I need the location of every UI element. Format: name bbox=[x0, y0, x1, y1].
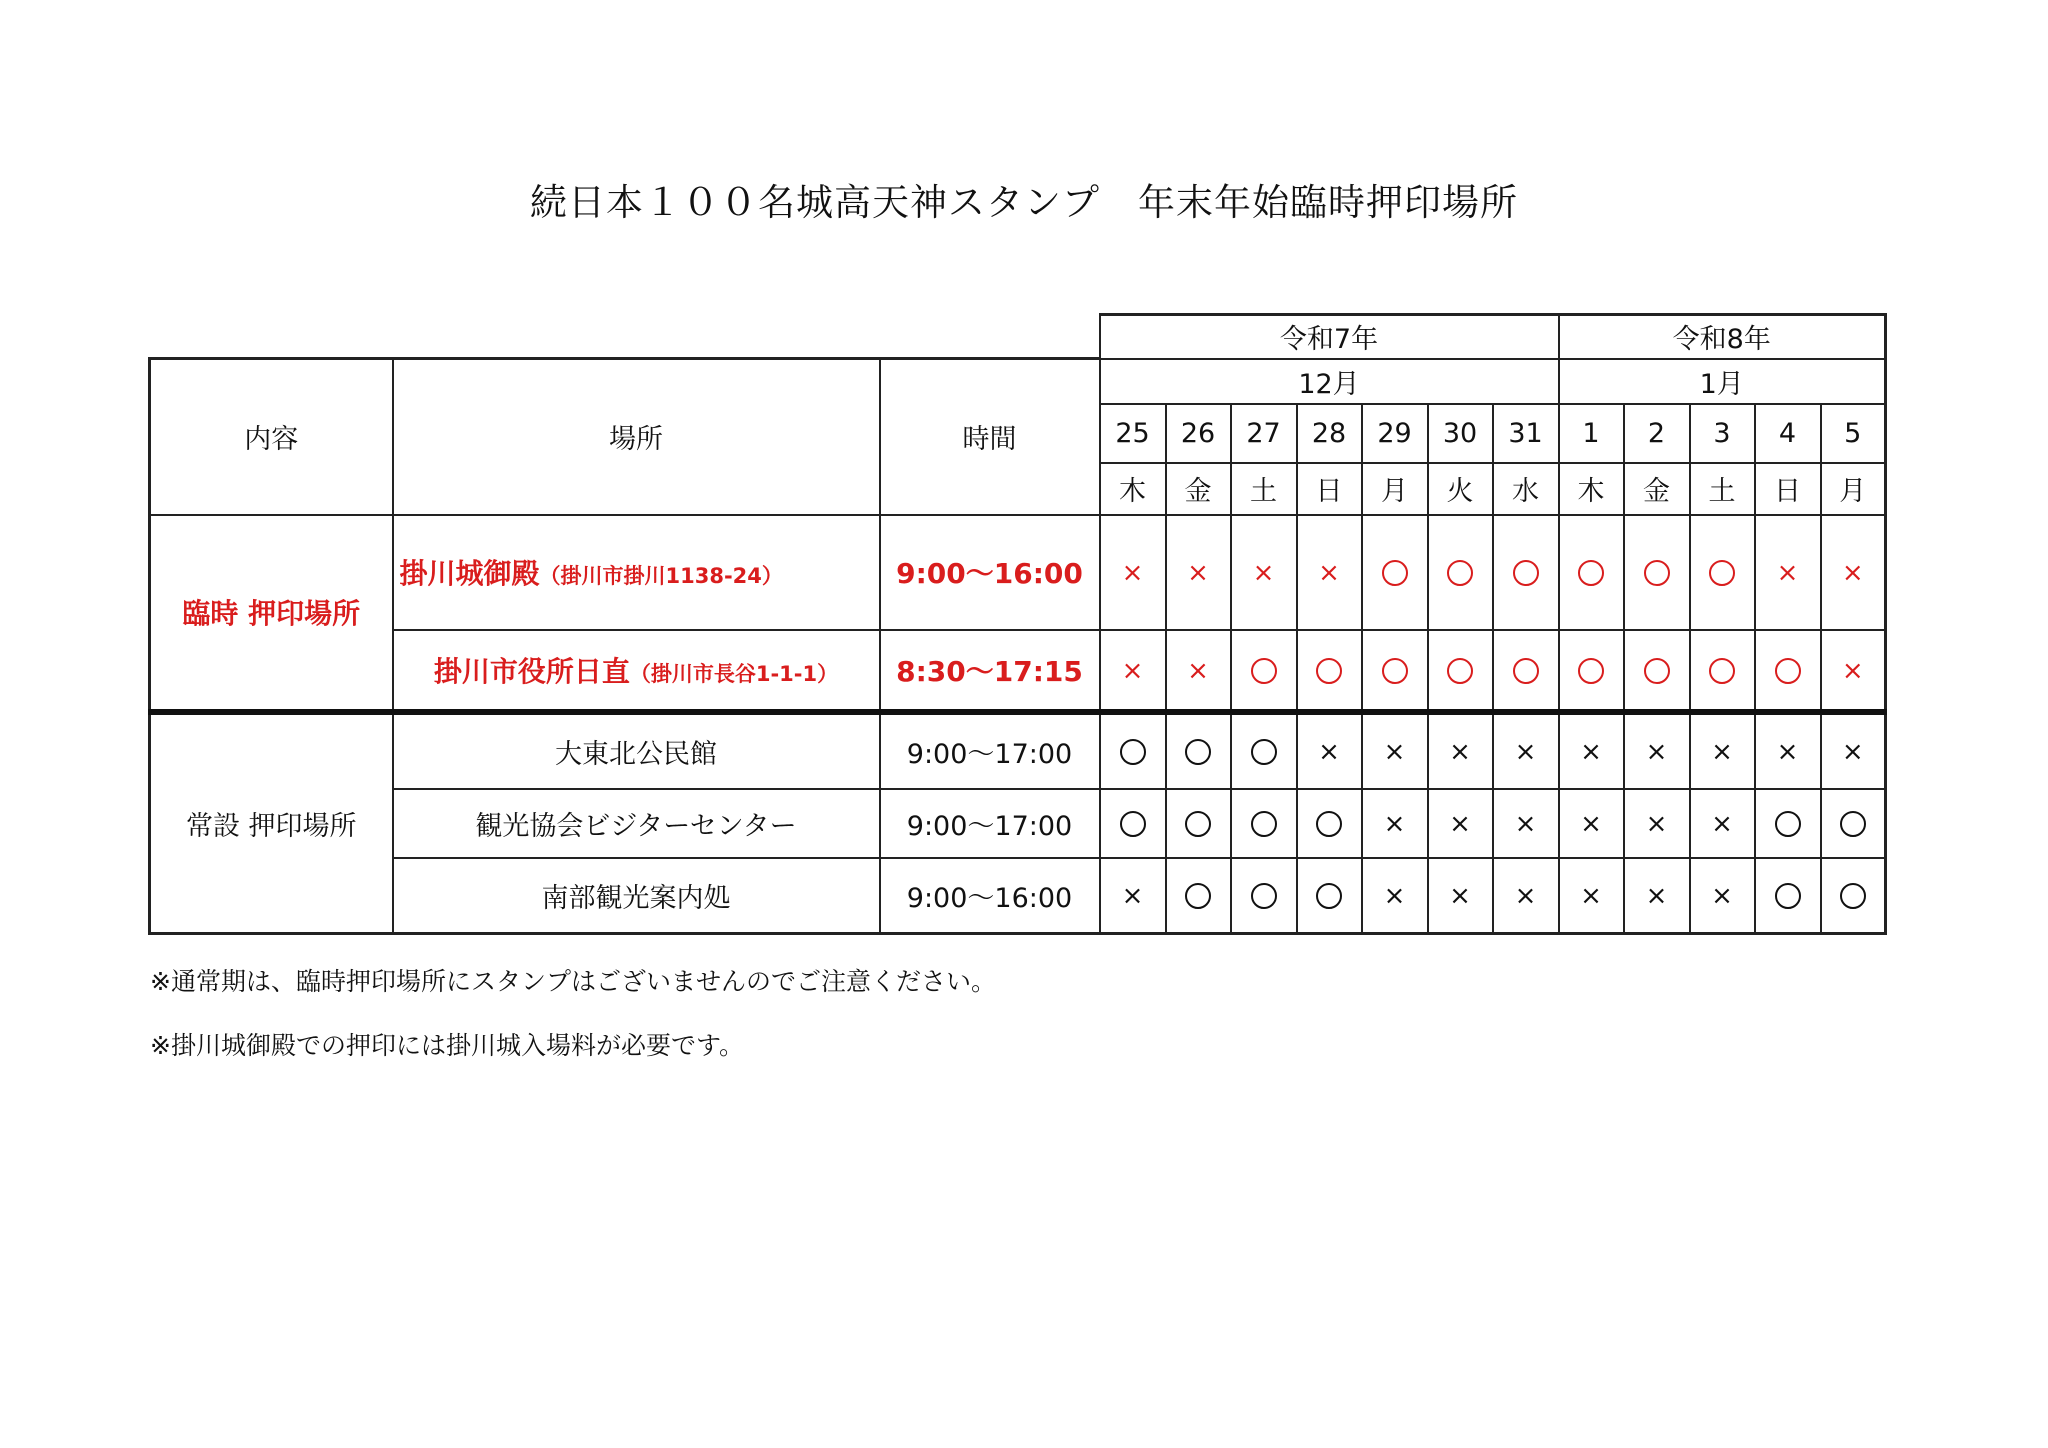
cross-icon: × bbox=[1711, 737, 1733, 767]
circle-icon bbox=[1578, 560, 1604, 586]
table-row bbox=[150, 789, 1886, 858]
day-cell: 1 bbox=[1559, 404, 1624, 463]
day-cell: 29 bbox=[1362, 404, 1428, 463]
availability-cell bbox=[1231, 515, 1297, 630]
weekday-cell: 木 bbox=[1559, 463, 1624, 515]
circle-icon bbox=[1709, 560, 1735, 586]
day-cell: 31 bbox=[1493, 404, 1559, 463]
circle-icon bbox=[1513, 658, 1539, 684]
cross-icon: × bbox=[1449, 881, 1471, 912]
availability-cell bbox=[1362, 712, 1428, 789]
time-cell: 9:00～16:00 bbox=[880, 858, 1100, 934]
circle-icon bbox=[1775, 883, 1801, 909]
circle-icon bbox=[1709, 658, 1735, 684]
availability-cell bbox=[1755, 789, 1821, 858]
availability-cell bbox=[1231, 789, 1297, 858]
circle-icon bbox=[1316, 883, 1342, 909]
availability-cell bbox=[1166, 789, 1231, 858]
availability-cell bbox=[1755, 630, 1821, 712]
year-header-r7: 令和7年 bbox=[1100, 315, 1559, 359]
circle-icon bbox=[1185, 739, 1211, 765]
availability-cell bbox=[1362, 630, 1428, 712]
availability-cell bbox=[1690, 712, 1755, 789]
availability-cell bbox=[1755, 515, 1821, 630]
weekday-cell: 木 bbox=[1100, 463, 1166, 515]
availability-cell bbox=[1166, 515, 1231, 630]
availability-cell bbox=[1624, 789, 1690, 858]
weekday-cell: 日 bbox=[1297, 463, 1362, 515]
availability-cell bbox=[1493, 712, 1559, 789]
availability-cell bbox=[1297, 630, 1362, 712]
place-address: （掛川市長谷1-1-1） bbox=[629, 661, 839, 686]
availability-cell bbox=[1428, 789, 1493, 858]
availability-cell bbox=[1624, 630, 1690, 712]
availability-cell bbox=[1821, 712, 1886, 789]
weekday-cell: 水 bbox=[1493, 463, 1559, 515]
circle-icon bbox=[1447, 560, 1473, 586]
circle-icon bbox=[1382, 560, 1408, 586]
place-cell: 南部観光案内処 bbox=[393, 858, 880, 934]
header-blank bbox=[150, 315, 1100, 359]
weekday-cell: 金 bbox=[1624, 463, 1690, 515]
table-row bbox=[150, 712, 1886, 789]
availability-cell bbox=[1755, 858, 1821, 934]
availability-cell bbox=[1297, 858, 1362, 934]
circle-icon bbox=[1840, 883, 1866, 909]
cross-icon: × bbox=[1318, 558, 1340, 588]
cross-icon: × bbox=[1776, 737, 1799, 767]
circle-icon bbox=[1840, 811, 1866, 837]
availability-cell bbox=[1624, 712, 1690, 789]
circle-icon bbox=[1251, 883, 1277, 909]
cross-icon: × bbox=[1645, 881, 1668, 912]
day-cell: 26 bbox=[1166, 404, 1231, 463]
header-time: 時間 bbox=[880, 359, 1100, 515]
cross-icon: × bbox=[1514, 809, 1537, 839]
cross-icon: × bbox=[1711, 809, 1733, 839]
availability-cell bbox=[1690, 789, 1755, 858]
year-header-row bbox=[150, 315, 1886, 359]
month-header-jan: 1月 bbox=[1559, 359, 1886, 404]
availability-cell bbox=[1100, 789, 1166, 858]
cross-icon: × bbox=[1711, 881, 1733, 912]
availability-cell bbox=[1821, 858, 1886, 934]
cross-icon: × bbox=[1383, 881, 1406, 912]
place-address: （掛川市掛川1138-24） bbox=[539, 564, 783, 588]
circle-icon bbox=[1578, 658, 1604, 684]
group-label: 臨時 押印場所 bbox=[150, 515, 393, 712]
day-cell: 4 bbox=[1755, 404, 1821, 463]
weekday-cell: 火 bbox=[1428, 463, 1493, 515]
availability-cell bbox=[1231, 858, 1297, 934]
weekday-cell: 日 bbox=[1755, 463, 1821, 515]
time-cell: 8:30～17:15 bbox=[880, 630, 1100, 712]
cross-icon: × bbox=[1449, 737, 1471, 767]
time-cell: 9:00～17:00 bbox=[880, 789, 1100, 858]
day-cell: 30 bbox=[1428, 404, 1493, 463]
availability-cell bbox=[1362, 858, 1428, 934]
availability-cell bbox=[1231, 630, 1297, 712]
availability-cell bbox=[1493, 630, 1559, 712]
circle-icon bbox=[1382, 658, 1408, 684]
place-cell bbox=[393, 630, 880, 712]
cross-icon: × bbox=[1645, 737, 1668, 767]
availability-cell bbox=[1559, 630, 1624, 712]
circle-icon bbox=[1513, 560, 1539, 586]
availability-cell bbox=[1690, 858, 1755, 934]
cross-icon: × bbox=[1318, 737, 1340, 767]
weekday-cell: 土 bbox=[1231, 463, 1297, 515]
availability-cell bbox=[1821, 789, 1886, 858]
circle-icon bbox=[1775, 658, 1801, 684]
circle-icon bbox=[1120, 739, 1146, 765]
availability-cell bbox=[1559, 789, 1624, 858]
note-2: ※掛川城御殿での押印には掛川城入場料が必要です。 bbox=[150, 1031, 744, 1060]
cross-icon: × bbox=[1121, 881, 1144, 912]
availability-cell bbox=[1755, 712, 1821, 789]
cross-icon: × bbox=[1383, 737, 1406, 767]
month-header-row bbox=[150, 359, 1886, 404]
availability-cell bbox=[1493, 858, 1559, 934]
circle-icon bbox=[1120, 811, 1146, 837]
place-cell: 観光協会ビジターセンター bbox=[393, 789, 880, 858]
cross-icon: × bbox=[1841, 737, 1864, 767]
circle-icon bbox=[1316, 811, 1342, 837]
cross-icon: × bbox=[1187, 655, 1209, 686]
day-cell: 5 bbox=[1821, 404, 1886, 463]
month-header-dec: 12月 bbox=[1100, 359, 1559, 404]
group-label: 常設 押印場所 bbox=[150, 712, 393, 934]
table-row bbox=[150, 630, 1886, 712]
availability-cell bbox=[1493, 515, 1559, 630]
circle-icon bbox=[1185, 811, 1211, 837]
availability-cell bbox=[1297, 515, 1362, 630]
availability-cell bbox=[1559, 515, 1624, 630]
circle-icon bbox=[1251, 811, 1277, 837]
day-cell: 25 bbox=[1100, 404, 1166, 463]
circle-icon bbox=[1644, 658, 1670, 684]
place-cell: 大東北公民館 bbox=[393, 712, 880, 789]
circle-icon bbox=[1644, 560, 1670, 586]
day-cell: 2 bbox=[1624, 404, 1690, 463]
availability-cell bbox=[1690, 515, 1755, 630]
weekday-cell: 土 bbox=[1690, 463, 1755, 515]
availability-cell bbox=[1231, 712, 1297, 789]
cross-icon: × bbox=[1187, 558, 1209, 588]
circle-icon bbox=[1185, 883, 1211, 909]
availability-cell bbox=[1297, 789, 1362, 858]
availability-cell bbox=[1821, 630, 1886, 712]
availability-cell bbox=[1624, 858, 1690, 934]
circle-icon bbox=[1775, 811, 1801, 837]
day-cell: 27 bbox=[1231, 404, 1297, 463]
cross-icon: × bbox=[1383, 809, 1406, 839]
cross-icon: × bbox=[1121, 558, 1144, 588]
availability-cell bbox=[1559, 858, 1624, 934]
cross-icon: × bbox=[1514, 881, 1537, 912]
availability-cell bbox=[1428, 858, 1493, 934]
availability-cell bbox=[1428, 712, 1493, 789]
availability-cell bbox=[1690, 630, 1755, 712]
cross-icon: × bbox=[1449, 809, 1471, 839]
availability-cell bbox=[1166, 630, 1231, 712]
day-cell: 3 bbox=[1690, 404, 1755, 463]
note-1: ※通常期は、臨時押印場所にスタンプはございませんのでご注意ください。 bbox=[150, 967, 996, 996]
cross-icon: × bbox=[1252, 558, 1275, 588]
cross-icon: × bbox=[1580, 737, 1602, 767]
circle-icon bbox=[1251, 739, 1277, 765]
place-name: 掛川城御殿 bbox=[399, 557, 540, 590]
stamp-schedule-table bbox=[148, 313, 1887, 935]
cross-icon: × bbox=[1514, 737, 1537, 767]
cross-icon: × bbox=[1121, 655, 1144, 686]
time-cell: 9:00～17:00 bbox=[880, 712, 1100, 789]
circle-icon bbox=[1251, 658, 1277, 684]
cross-icon: × bbox=[1841, 655, 1864, 686]
availability-cell bbox=[1362, 789, 1428, 858]
availability-cell bbox=[1100, 630, 1166, 712]
availability-cell bbox=[1428, 515, 1493, 630]
availability-cell bbox=[1166, 712, 1231, 789]
header-place: 場所 bbox=[393, 359, 880, 515]
weekday-cell: 月 bbox=[1362, 463, 1428, 515]
year-header-r8: 令和8年 bbox=[1559, 315, 1886, 359]
availability-cell bbox=[1821, 515, 1886, 630]
schedule-body bbox=[150, 515, 1886, 934]
time-cell: 9:00～16:00 bbox=[880, 515, 1100, 630]
availability-cell bbox=[1624, 515, 1690, 630]
availability-cell bbox=[1100, 515, 1166, 630]
weekday-cell: 金 bbox=[1166, 463, 1231, 515]
day-cell: 28 bbox=[1297, 404, 1362, 463]
availability-cell bbox=[1100, 712, 1166, 789]
circle-icon bbox=[1316, 658, 1342, 684]
circle-icon bbox=[1447, 658, 1473, 684]
cross-icon: × bbox=[1580, 809, 1602, 839]
availability-cell bbox=[1559, 712, 1624, 789]
availability-cell bbox=[1493, 789, 1559, 858]
cross-icon: × bbox=[1580, 881, 1602, 912]
cross-icon: × bbox=[1841, 558, 1864, 588]
table-row bbox=[150, 858, 1886, 934]
cross-icon: × bbox=[1776, 558, 1799, 588]
page-title: 続日本１００名城高天神スタンプ 年末年始臨時押印場所 bbox=[530, 181, 1518, 224]
availability-cell bbox=[1166, 858, 1231, 934]
availability-cell bbox=[1362, 515, 1428, 630]
table-row bbox=[150, 515, 1886, 630]
place-cell bbox=[393, 515, 880, 630]
availability-cell bbox=[1100, 858, 1166, 934]
place-name: 掛川市役所日直 bbox=[433, 654, 630, 688]
availability-cell bbox=[1297, 712, 1362, 789]
header-content: 内容 bbox=[150, 359, 393, 515]
weekday-cell: 月 bbox=[1821, 463, 1886, 515]
cross-icon: × bbox=[1645, 809, 1668, 839]
availability-cell bbox=[1428, 630, 1493, 712]
